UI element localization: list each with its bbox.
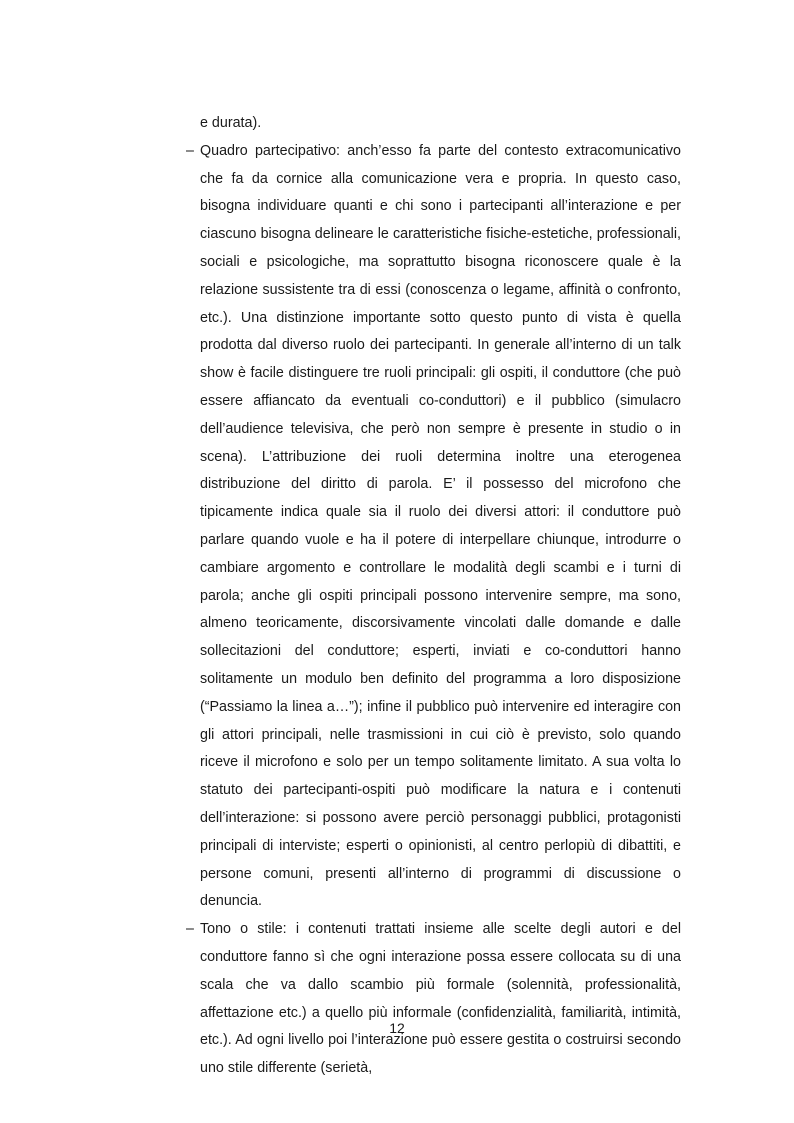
list-item-tono-o-stile [186, 916, 681, 1083]
list-item-text: Tono o stile: i contenuti trattati insieme alle scelte degli autori e del conduttore fanno sì che ogni interazione possa essere collocata su di una scala che va dallo scambio più formale (solennità, professionalità, affettazione etc.) a quello più informale (confidenzialità, familiarità, intimità, etc.). Ad ogni livello poi l’interazione può essere gestita o costruirsi secondo uno stile differente (serietà, [200, 921, 681, 1077]
dash-bullet: – [186, 142, 194, 159]
dash-bullet: – [186, 921, 194, 938]
page-number: 12 [389, 1020, 405, 1036]
continuation-paragraph: e durata). [200, 115, 262, 131]
list-item-quadro-partecipativo [186, 138, 681, 916]
body-text [186, 110, 681, 1083]
list-item-text: Quadro partecipativo: anch’esso fa parte del contesto extracomunicativo che fa da cornice alla comunicazione vera e propria. In questo caso, bisogna individuare quanti e chi sono i partecipanti all’interazione e per ciascuno bisogna delineare le caratteristiche fisiche-estetiche, professionali, sociali e psicologiche, ma soprattutto bisogna riconoscere quale è la relazione sussistente tra di essi (conoscenza o legame, affinità o confronto, etc.). Una distinzione importante sotto questo punto di vista è quella prodotta dal diverso ruolo dei partecipanti. In generale all’interno di un talk show è facile distinguere tre ruoli principali: gli ospiti, il conduttore (che può essere affiancato da eventuali co-conduttori) e il pubblico (simulacro dell’audience televisiva, che però non sempre è presente in studio o in scena). L’attribuzione dei ruoli determina inoltre una eterogenea distribuzione del diritto di parola. E’ il possesso del microfono che tipicamente indica quale sia il ruolo dei diversi attori: il conduttore può parlare quando vuole e ha il potere di interpellare chiunque, introdurre o cambiare argomento e controllare le modalità degli scambi e i turni di parola; anche gli ospiti principali possono intervenire sempre, ma sono, almeno teoricamente, discorsivamente vincolati dalle domande e dalle sollecitazioni del conduttore; esperti, inviati e co-conduttori hanno solitamente un modulo ben definito del programma a loro disposizione (“Passiamo la linea a…”); infine il pubblico può intervenire ed interagire con gli attori principali, nelle trasmissioni in cui ciò è previsto, solo quando riceve il microfono e solo per un tempo solitamente limitato. A sua volta lo statuto dei partecipanti-ospiti può modificare la natura e i contenuti dell’interazione: si possono avere perciò personaggi pubblici, protagonisti principali di interviste; esperti o opinionisti, al centro perlopiù di dibattiti, e persone comuni, presenti all’interno di programmi di discussione o denuncia. [200, 142, 681, 910]
